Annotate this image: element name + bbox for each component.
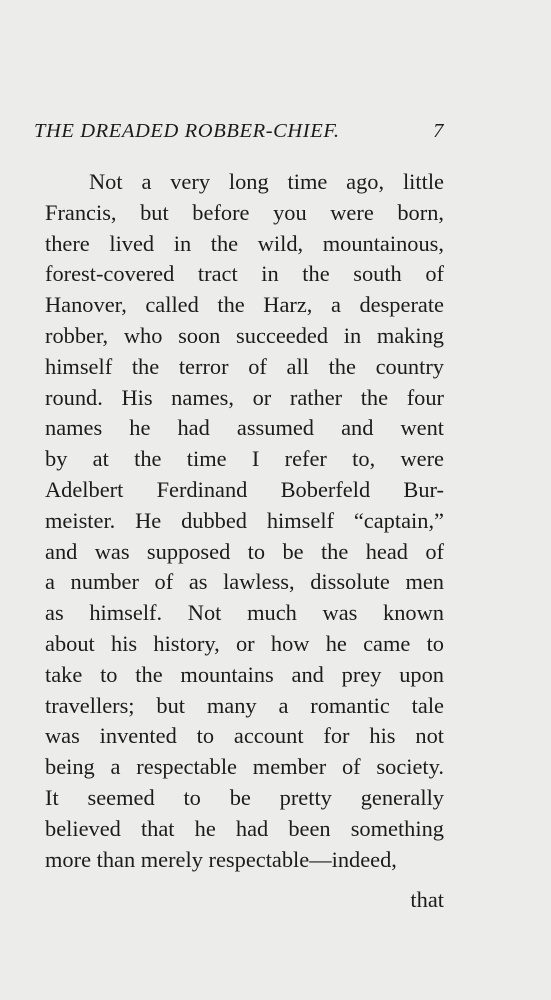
page-number: 7	[433, 120, 444, 142]
running-title: THE DREADED ROBBER-CHIEF.	[34, 120, 340, 142]
text-line: forest-covered tract in the south of	[45, 261, 444, 287]
text-line: names he had assumed and went	[45, 415, 444, 441]
body-text	[45, 167, 444, 875]
text-line: Adelbert Ferdinand Boberfeld Bur-	[45, 476, 444, 502]
running-head	[34, 120, 444, 146]
text-line: Not a very long time ago, little	[89, 169, 444, 194]
text-line: round. His names, or rather the four	[45, 384, 444, 410]
catchword: that	[410, 887, 444, 912]
text-line: about his history, or how he came to	[45, 630, 444, 656]
text-line: a number of as lawless, dissolute men	[45, 569, 444, 595]
text-line: Hanover, called the Harz, a desperate	[45, 292, 444, 318]
text-line: more than merely respectable—indeed,	[45, 846, 397, 872]
text-line: by at the time I refer to, were	[45, 446, 444, 472]
text-line: being a respectable member of society.	[45, 754, 444, 780]
text-line: It seemed to be pretty generally	[45, 784, 444, 810]
text-line: Francis, but before you were born,	[45, 199, 444, 225]
text-line: meister. He dubbed himself “captain,”	[45, 507, 444, 533]
text-line: himself the terror of all the country	[45, 353, 444, 379]
text-line: as himself. Not much was known	[45, 600, 444, 626]
text-line: take to the mountains and prey upon	[45, 661, 444, 687]
text-line: there lived in the wild, mountainous,	[45, 230, 444, 256]
text-line: was invented to account for his not	[45, 723, 444, 749]
text-line: travellers; but many a romantic tale	[45, 692, 444, 718]
text-line: believed that he had been something	[45, 815, 444, 841]
text-line: robber, who soon succeeded in making	[45, 322, 444, 348]
text-line: and was supposed to be the head of	[45, 538, 444, 564]
